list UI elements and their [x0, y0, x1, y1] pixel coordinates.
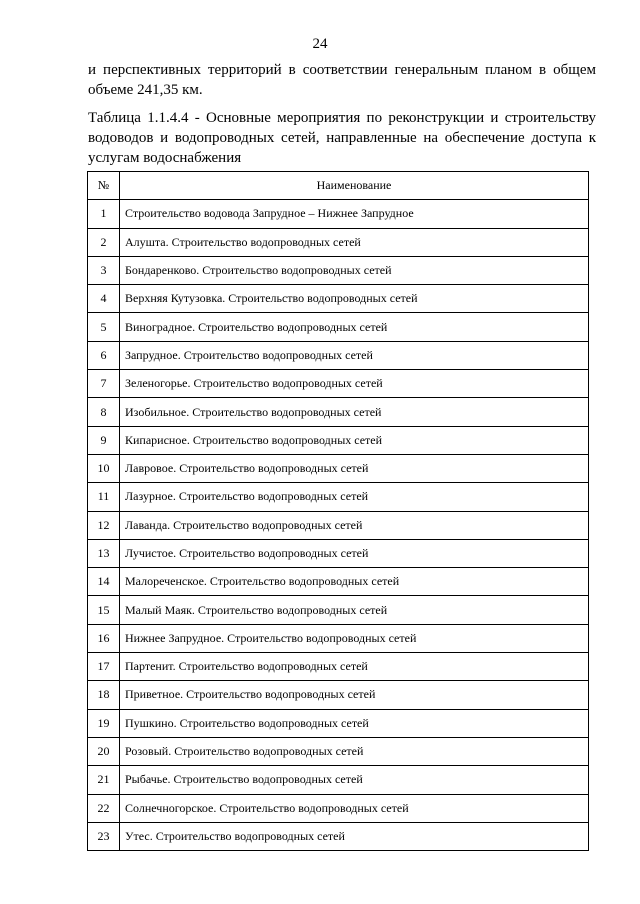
- row-number: 7: [88, 370, 120, 398]
- row-number: 5: [88, 313, 120, 341]
- row-name: Зеленогорье. Строительство водопроводных сетей: [120, 370, 589, 398]
- table-row: [88, 256, 589, 284]
- row-name: Малый Маяк. Строительство водопроводных сетей: [120, 596, 589, 624]
- row-name: Алушта. Строительство водопроводных сетей: [120, 228, 589, 256]
- row-number: 14: [88, 568, 120, 596]
- table-row: [88, 398, 589, 426]
- row-name: Верхняя Кутузовка. Строительство водопроводных сетей: [120, 285, 589, 313]
- row-name: Строительство водовода Запрудное – Нижнее Запрудное: [120, 200, 589, 228]
- table-row: [88, 511, 589, 539]
- table-row: [88, 426, 589, 454]
- table-row: [88, 370, 589, 398]
- row-number: 23: [88, 822, 120, 850]
- measures-table: [87, 171, 589, 851]
- row-number: 15: [88, 596, 120, 624]
- table-row: [88, 285, 589, 313]
- row-number: 21: [88, 766, 120, 794]
- row-number: 4: [88, 285, 120, 313]
- table-row: [88, 568, 589, 596]
- row-name: Рыбачье. Строительство водопроводных сетей: [120, 766, 589, 794]
- table-row: [88, 200, 589, 228]
- row-number: 16: [88, 624, 120, 652]
- header-number: №: [88, 172, 120, 200]
- table-row: [88, 737, 589, 765]
- row-name: Запрудное. Строительство водопроводных сетей: [120, 341, 589, 369]
- table-row: [88, 313, 589, 341]
- row-number: 6: [88, 341, 120, 369]
- row-name: Лазурное. Строительство водопроводных сетей: [120, 483, 589, 511]
- row-number: 22: [88, 794, 120, 822]
- header-name: Наименование: [120, 172, 589, 200]
- row-name: Лучистое. Строительство водопроводных сетей: [120, 539, 589, 567]
- row-number: 10: [88, 454, 120, 482]
- table-row: [88, 653, 589, 681]
- table-header-row: [88, 172, 589, 200]
- row-name: Малореченское. Строительство водопроводных сетей: [120, 568, 589, 596]
- row-name: Бондаренково. Строительство водопроводных сетей: [120, 256, 589, 284]
- row-number: 13: [88, 539, 120, 567]
- table-row: [88, 822, 589, 850]
- row-name: Лаванда. Строительство водопроводных сетей: [120, 511, 589, 539]
- table-row: [88, 341, 589, 369]
- row-number: 18: [88, 681, 120, 709]
- row-name: Нижнее Запрудное. Строительство водопроводных сетей: [120, 624, 589, 652]
- row-name: Кипарисное. Строительство водопроводных сетей: [120, 426, 589, 454]
- row-number: 1: [88, 200, 120, 228]
- row-name: Партенит. Строительство водопроводных сетей: [120, 653, 589, 681]
- row-number: 3: [88, 256, 120, 284]
- row-name: Виноградное. Строительство водопроводных сетей: [120, 313, 589, 341]
- page-number: 24: [312, 36, 328, 52]
- intro-paragraph: и перспективных территорий в соответствии генеральным планом в общем объеме 241,35 км.: [88, 62, 596, 98]
- row-number: 2: [88, 228, 120, 256]
- table-row: [88, 794, 589, 822]
- table-row: [88, 766, 589, 794]
- row-number: 17: [88, 653, 120, 681]
- row-name: Утес. Строительство водопроводных сетей: [120, 822, 589, 850]
- table-row: [88, 483, 589, 511]
- table-row: [88, 454, 589, 482]
- row-number: 11: [88, 483, 120, 511]
- table-row: [88, 228, 589, 256]
- table-row: [88, 539, 589, 567]
- row-number: 8: [88, 398, 120, 426]
- table-body: [88, 200, 589, 851]
- row-name: Изобильное. Строительство водопроводных сетей: [120, 398, 589, 426]
- row-name: Приветное. Строительство водопроводных сетей: [120, 681, 589, 709]
- table-row: [88, 709, 589, 737]
- table-row: [88, 624, 589, 652]
- table-caption: Таблица 1.1.4.4 - Основные мероприятия по реконструкции и строительству водоводов и водопроводных сетей, направленные на обеспечение доступа к услугам водоснабжения: [88, 110, 596, 166]
- table-row: [88, 681, 589, 709]
- row-name: Розовый. Строительство водопроводных сетей: [120, 737, 589, 765]
- row-number: 20: [88, 737, 120, 765]
- row-number: 9: [88, 426, 120, 454]
- row-name: Пушкино. Строительство водопроводных сетей: [120, 709, 589, 737]
- row-number: 12: [88, 511, 120, 539]
- row-name: Солнечногорское. Строительство водопроводных сетей: [120, 794, 589, 822]
- row-number: 19: [88, 709, 120, 737]
- row-name: Лавровое. Строительство водопроводных сетей: [120, 454, 589, 482]
- table-row: [88, 596, 589, 624]
